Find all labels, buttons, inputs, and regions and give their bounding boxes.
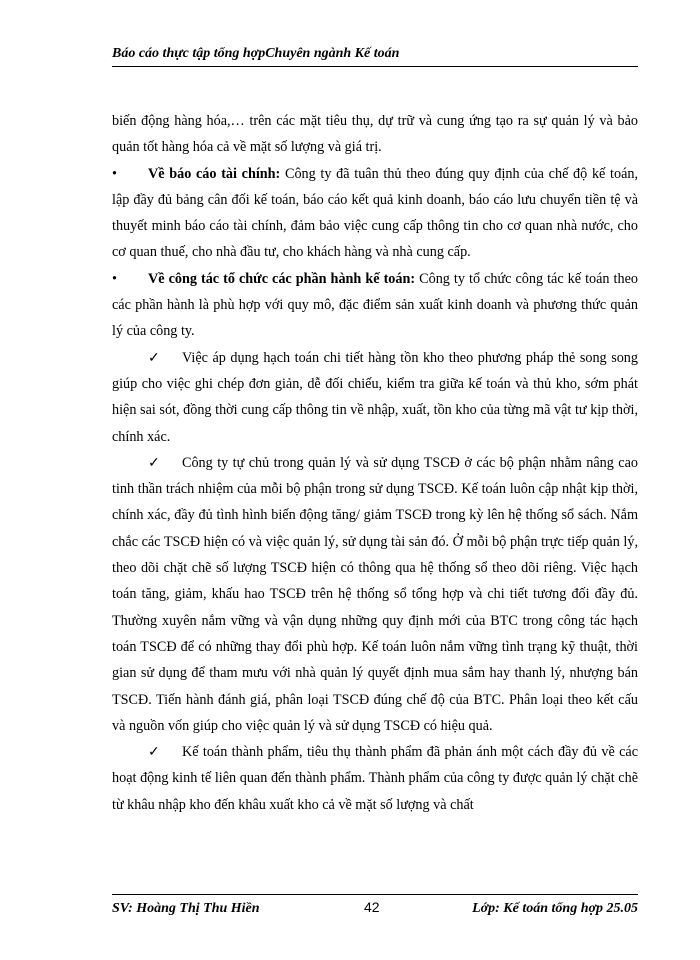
- bullet-label: Về báo cáo tài chính:: [148, 165, 281, 182]
- check-item-text: Kế toán thành phẩm, tiêu thụ thành phẩm đã phản ánh một cách đầy đủ về các hoạt động kinh tế liên quan đến thành phẩm. Thành phẩm của công ty được quản lý chặt chẽ từ khâu nhập kho đến khâu xuất kho cả về mặt số lượng và chất: [112, 744, 638, 813]
- header-title: Báo cáo thực tập tổng hợpChuyên ngành Kế toán: [112, 46, 400, 61]
- page-footer: [112, 894, 638, 916]
- bullet-accounting-organization: [112, 266, 638, 345]
- bullet-icon: •: [112, 165, 117, 182]
- bullet-text: Công ty đã tuân thủ theo đúng quy định của chế độ kế toán, lập đầy đủ bảng cân đối kế toán, báo cáo kết quả kinh doanh, báo cáo lưu chuyển tiền tệ và thuyết minh báo cáo tài chính, đảm bảo việc cung cấp thông tin cho cơ quan nhà nước, cho cơ quan thuế, cho nhà đầu tư, cho khách hàng và nhà cung cấp.: [112, 165, 639, 261]
- bullet-icon: •: [112, 270, 117, 287]
- bullet-text: Công ty tổ chức công tác kế toán theo các phần hành là phù hợp với quy mô, đặc điểm sản xuất kinh doanh và phương thức quản lý của công ty.: [112, 270, 638, 340]
- footer-class: Lớp: Kế toán tổng hợp 25.05: [472, 901, 638, 916]
- paragraph-intro: biến động hàng hóa,… trên các mặt tiêu thụ, dự trữ và cung ứng tạo ra sự quản lý và bảo quản tốt hàng hóa cả về mặt số lượng và giá trị.: [112, 113, 638, 156]
- check-item-text: Việc áp dụng hạch toán chi tiết hàng tồn kho theo phương pháp thẻ song song giúp cho việc ghi chép đơn giản, dễ đối chiếu, kiểm tra giữa kế toán và thủ kho, sớm phát hiện sai sót, đồng thời cung cấp thông tin về nhập, xuất, tồn kho của từng mã vật tư kịp thời, chính xác.: [112, 349, 638, 445]
- bullet-financial-report: [112, 161, 638, 266]
- check-item-inventory: [112, 345, 638, 450]
- document-body: [112, 108, 638, 818]
- checkmark-icon: ✓: [148, 744, 160, 761]
- check-item-finished-goods: [112, 739, 638, 818]
- page-number: 42: [364, 899, 380, 915]
- footer-student: SV: Hoàng Thị Thu Hiền: [112, 901, 260, 916]
- page-header: [112, 46, 638, 67]
- check-item-fixed-assets: [112, 450, 638, 739]
- checkmark-icon: ✓: [148, 454, 160, 471]
- check-item-text: Công ty tự chủ trong quản lý và sử dụng TSCĐ ở các bộ phận nhằm nâng cao tinh thần trách nhiệm của mỗi bộ phận trong sử dụng TSCĐ. Kế toán luôn cập nhật kịp thời, chính xác, đầy đủ tình hình biến động tăng/ giảm TSCĐ trong kỳ lên hệ thống sổ sách. Nắm chắc các TSCĐ hiện có và việc quản lý, sử dụng tài sản đó. Ở mỗi bộ phận trực tiếp quản lý, theo dõi chặt chẽ số lượng TSCĐ hiện có thông qua hệ thống sổ theo dõi riêng. Việc hạch toán tăng, giảm, khấu hao TSCĐ trên hệ thống sổ tổng hợp và chi tiết tương đối đầy đủ. Thường xuyên nắm vững và vận dụng những quy định mới của BTC trong công tác hạch toán TSCĐ để có những thay đổi phù hợp. Kế toán luôn nắm vững tình trạng kỹ thuật, thời gian sử dụng để tham mưu với nhà quản lý quyết định mua sắm hay thanh lý, nhượng bán TSCĐ. Tiến hành đánh giá, phân loại TSCĐ đúng chế độ của BTC. Phân loại theo kết cấu và nguồn vốn giúp cho việc quản lý và sử dụng TSCĐ có hiệu quả.: [112, 454, 638, 734]
- bullet-label: Về công tác tổ chức các phần hành kế toán:: [148, 270, 416, 287]
- checkmark-icon: ✓: [148, 349, 160, 366]
